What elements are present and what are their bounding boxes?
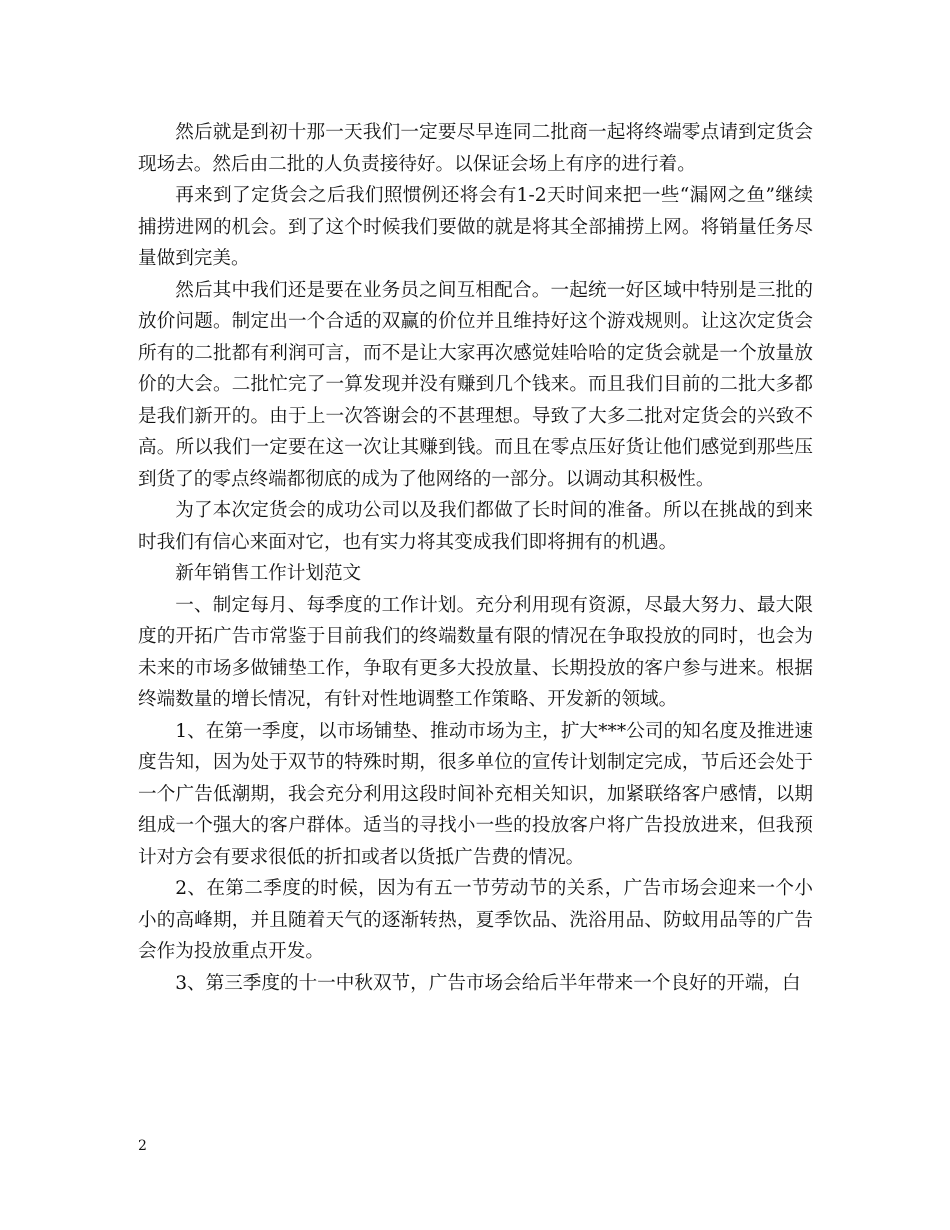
- body-paragraph-1: 然后就是到初十那一天我们一定要尽早连同二批商一起将终端零点请到定货会现场去。然后由二批的人负责接待好。以保证会场上有序的进行着。: [138, 122, 813, 175]
- plan-paragraph-2: 1、在第一季度，以市场铺垫、推动市场为主，扩大***公司的知名度及推进速度告知，因为处于双节的特殊时期，很多单位的宣传计划制定完成，节后还会处于一个广告低潮期，我会充分利用这段时间补充相关知识，加紧联络客户感情，以期组成一个强大的客户群体。适当的寻找小一些的投放客户将广告投放进来，但我预计对方会有要求很低的折扣或者以货抵广告费的情况。: [138, 720, 813, 868]
- plan-paragraph-3: 2、在第二季度的时候，因为有五一节劳动节的关系，广告市场会迎来一个小小的高峰期，并且随着天气的逐渐转热，夏季饮品、洗浴用品、防蚊用品等的广告会作为投放重点开发。: [138, 878, 813, 962]
- body-paragraph-4: 为了本次定货会的成功公司以及我们都做了长时间的准备。所以在挑战的到来时我们有信心来面对它，也有实力将其变成我们即将拥有的机遇。: [138, 500, 813, 553]
- page-number: 2: [138, 1138, 147, 1154]
- plan-paragraph-1: 一、制定每月、每季度的工作计划。充分利用现有资源，尽最大努力、最大限度的开拓广告市常鉴于目前我们的终端数量有限的情况在争取投放的同时，也会为未来的市场多做铺垫工作，争取有更多大投放量、长期投放的客户参与进来。根据终端数量的增长情况，有针对性地调整工作策略、开发新的领域。: [138, 594, 813, 710]
- body-paragraph-2: 再来到了定货会之后我们照惯例还将会有1-2天时间来把一些“漏网之鱼”继续捕捞进网的机会。到了这个时候我们要做的就是将其全部捕捞上网。将销量任务尽量做到完美。: [138, 185, 813, 269]
- body-paragraph-3: 然后其中我们还是要在业务员之间互相配合。一起统一好区域中特别是三批的放价问题。制定出一个合适的双赢的价位并且维持好这个游戏规则。让这次定货会所有的二批都有利润可言，而不是让大家再次感觉娃哈哈的定货会就是一个放量放价的大会。二批忙完了一算发现并没有赚到几个钱来。而且我们目前的二批大多都是我们新开的。由于上一次答谢会的不甚理想。导致了大多二批对定货会的兴致不高。所以我们一定要在这一次让其赚到钱。而且在零点压好货让他们感觉到那些压到货了的零点终端都彻底的成为了他网络的一部分。以调动其积极性。: [138, 279, 813, 490]
- document-body: [138, 117, 813, 999]
- section-title: 新年销售工作计划范文: [175, 563, 362, 584]
- plan-paragraph-4: 3、第三季度的十一中秋双节，广告市场会给后半年带来一个良好的开端，白: [175, 972, 801, 994]
